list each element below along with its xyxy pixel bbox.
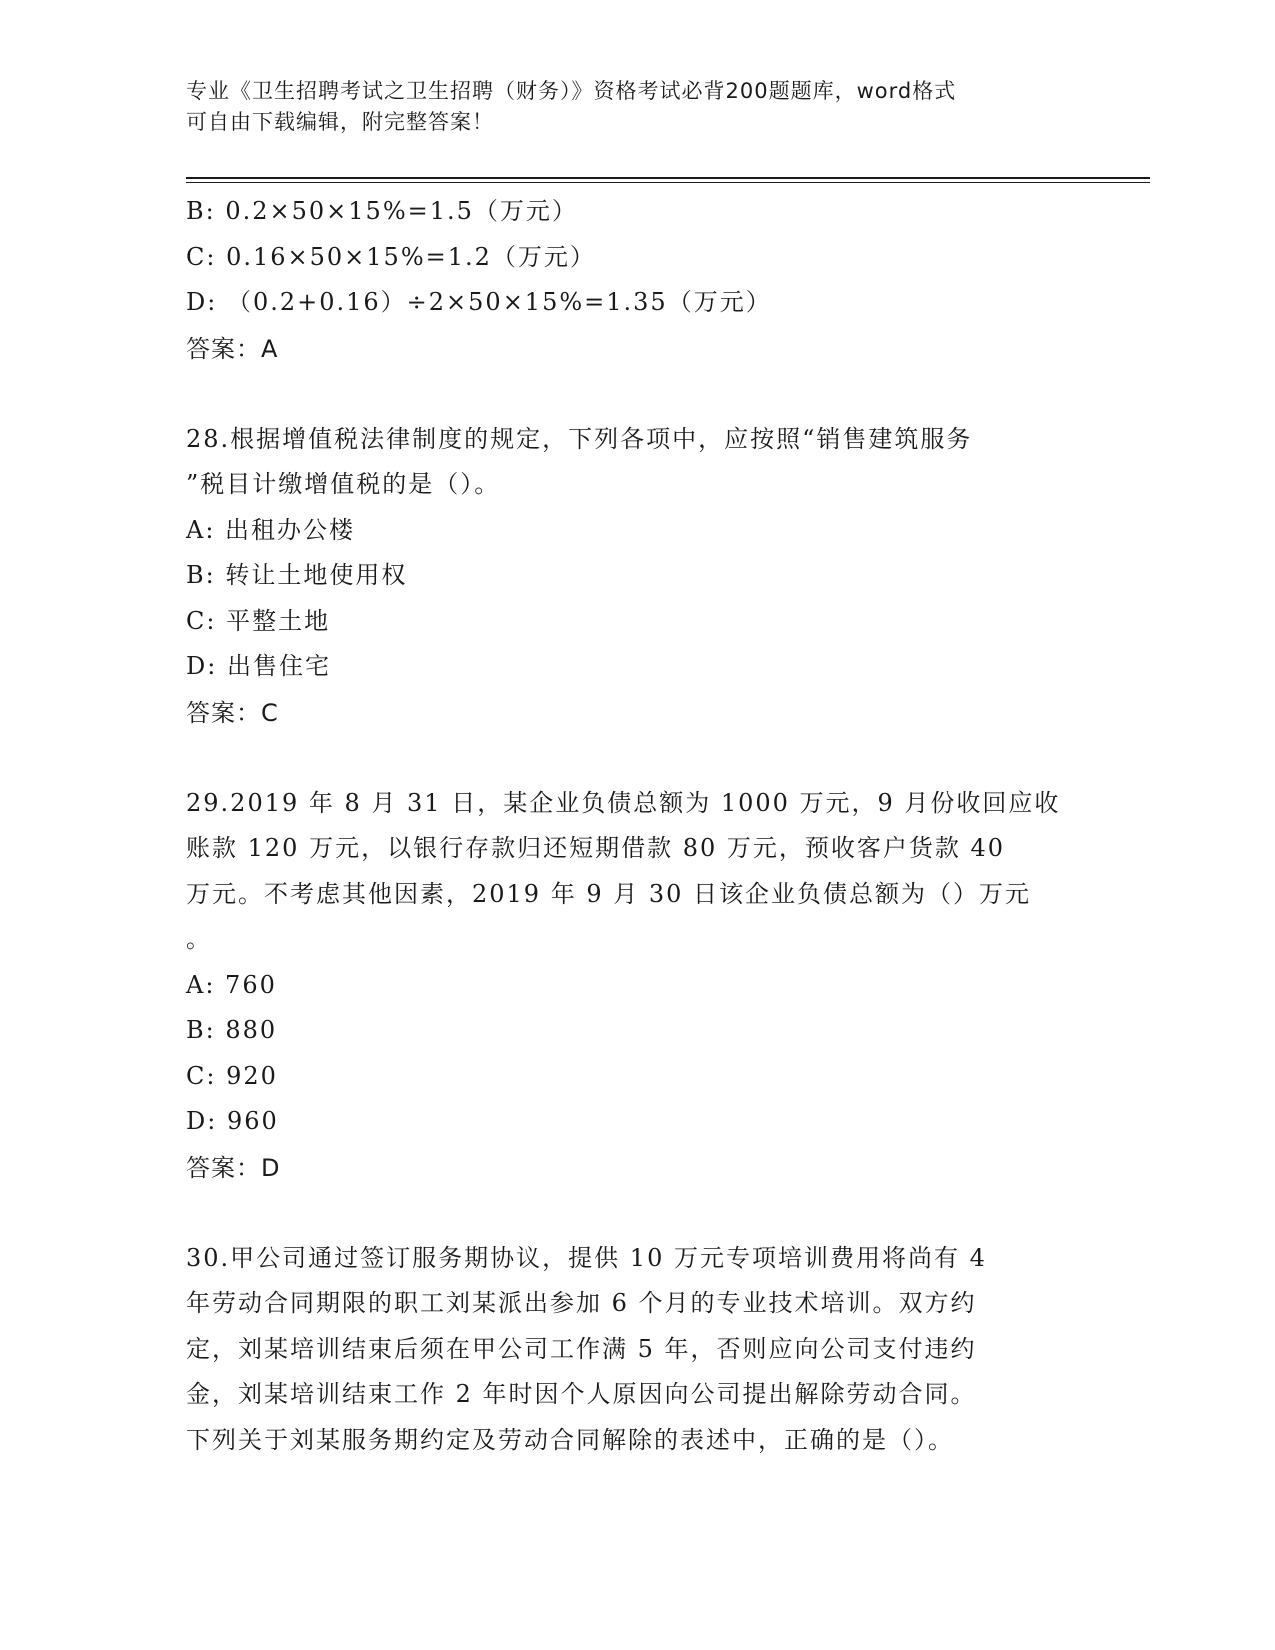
question-stem-line: 下列关于刘某服务期约定及劳动合同解除的表述中，正确的是（）。	[186, 1425, 954, 1454]
document-header	[186, 76, 1086, 138]
question-28	[186, 417, 1086, 736]
option-a: A: 760	[186, 970, 277, 999]
question-29	[186, 781, 1086, 1191]
option-d: D: （0.2+0.16）÷2×50×15%=1.35（万元）	[186, 288, 772, 316]
question-stem-line: 30.甲公司通过签订服务期协议，提供 10 万元专项培训费用将尚有 4	[186, 1243, 987, 1272]
question-stem-line: ”税目计缴增值税的是（）。	[186, 470, 501, 498]
prev-question	[186, 189, 1086, 372]
question-30	[186, 1236, 1086, 1464]
spacer	[186, 372, 1086, 417]
spacer	[186, 1191, 1086, 1236]
question-stem-line: 定，刘某培训结束后须在甲公司工作满 5 年，否则应向公司支付违约	[186, 1334, 977, 1363]
header-line-1: 专业《卫生招聘考试之卫生招聘（财务）》资格考试必背200题题库，word格式	[186, 79, 957, 103]
answer-text: 答案：C	[186, 698, 279, 727]
option-d: D: 出售住宅	[186, 652, 331, 680]
option-c: C: 平整土地	[186, 606, 331, 635]
header-divider-thin	[186, 182, 1150, 183]
header-divider-thick	[186, 177, 1150, 179]
header-line-2: 可自由下载编辑，附完整答案！	[186, 110, 494, 134]
option-b: B: 0.2×50×15%=1.5（万元）	[186, 197, 578, 225]
answer-text: 答案：D	[186, 1153, 281, 1182]
option-b: B: 880	[186, 1016, 278, 1044]
question-stem-line: 账款 120 万元，以银行存款归还短期借款 80 万元，预收客户货款 40	[186, 834, 1006, 862]
question-stem-line: 。	[186, 925, 212, 953]
option-b: B: 转让土地使用权	[186, 561, 408, 589]
answer-text: 答案：A	[186, 334, 279, 363]
question-stem-line: 金，刘某培训结束工作 2 年时因个人原因向公司提出解除劳动合同。	[186, 1380, 977, 1408]
question-content	[186, 189, 1086, 1463]
option-c: C: 920	[186, 1061, 278, 1090]
question-stem-line: 29.2019 年 8 月 31 日，某企业负债总额为 1000 万元，9 月份收回应收	[186, 788, 1061, 817]
option-a: A: 出租办公楼	[186, 515, 356, 544]
question-stem-line: 年劳动合同期限的职工刘某派出参加 6 个月的专业技术培训。双方约	[186, 1289, 977, 1317]
question-stem-line: 万元。不考虑其他因素，2019 年 9 月 30 日该企业负债总额为（）万元	[186, 879, 1032, 908]
option-d: D: 960	[186, 1107, 279, 1135]
option-c: C: 0.16×50×15%=1.2（万元）	[186, 242, 596, 271]
spacer	[186, 736, 1086, 781]
question-stem-line: 28.根据增值税法律制度的规定，下列各项中，应按照“销售建筑服务	[186, 424, 973, 453]
